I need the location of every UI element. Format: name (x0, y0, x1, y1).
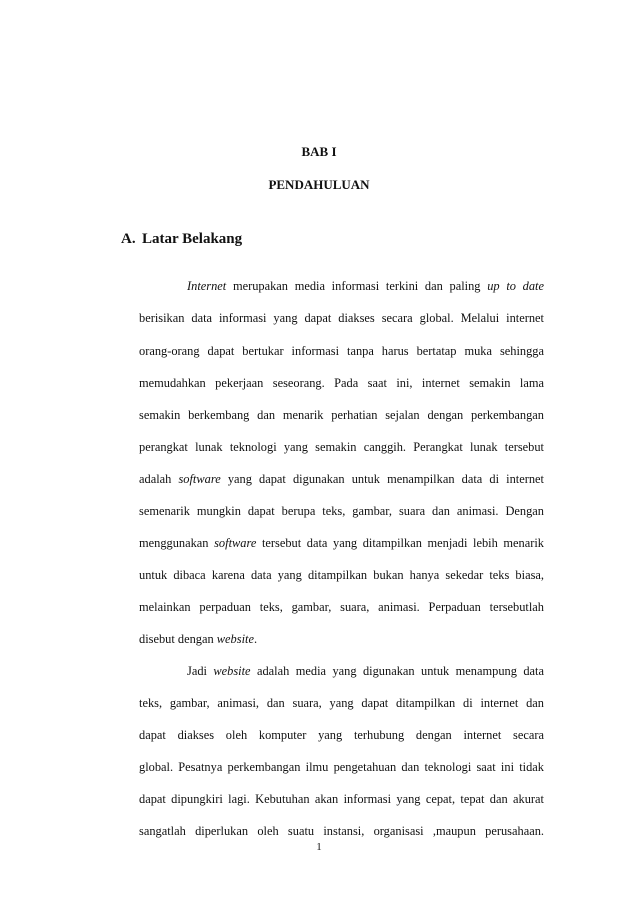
section-title: Latar Belakang (142, 231, 243, 247)
paragraph-line (139, 631, 544, 647)
text-span: tersebut data yang ditampilkan menjadi lebih menarik (256, 536, 544, 550)
section-letter: A. (121, 231, 136, 247)
chapter-number: BAB I (301, 144, 337, 159)
paragraph-line: dapat diakses oleh komputer yang terhubung dengan internet secara (139, 728, 544, 742)
italic-term: up to date (487, 279, 544, 293)
italic-term: website (213, 664, 251, 678)
italic-term: software (178, 472, 221, 486)
text-span: menggunakan (139, 536, 215, 550)
text-span: merupakan media informasi terkini dan paling (226, 279, 488, 293)
paragraph-line: semakin berkembang dan menarik perhatian sejalan dengan perkembangan (139, 408, 544, 422)
text-span: adalah (139, 472, 179, 486)
paragraph-line (139, 471, 544, 487)
paragraph-line: sangatlah diperlukan oleh suatu instansi, organisasi ,maupun perusahaan. (139, 824, 544, 838)
italic-term: website (216, 632, 254, 646)
text-span: yang dapat digunakan untuk menampilkan data di internet (220, 472, 544, 486)
text-span: Jadi (187, 664, 214, 678)
paragraph-line (139, 535, 544, 551)
italic-term: software (214, 536, 257, 550)
page-number: 1 (316, 841, 322, 853)
paragraph-line: berisikan data informasi yang dapat diakses secara global. Melalui internet (139, 311, 544, 325)
text-span: . (253, 632, 258, 646)
paragraph-line (187, 663, 544, 679)
paragraph-line: global. Pesatnya perkembangan ilmu pengetahuan dan teknologi saat ini tidak (139, 760, 544, 774)
paragraph-line: memudahkan pekerjaan seseorang. Pada saat ini, internet semakin lama (139, 376, 544, 390)
paragraph-line (187, 278, 544, 294)
paragraph-line: semenarik mungkin dapat berupa teks, gambar, suara dan animasi. Dengan (139, 504, 544, 518)
text-span: adalah media yang digunakan untuk menampung data (250, 664, 544, 678)
italic-term: Internet (187, 279, 227, 293)
paragraph-line: melainkan perpaduan teks, gambar, suara, animasi. Perpaduan tersebutlah (139, 600, 544, 614)
section-heading (121, 231, 242, 248)
paragraph-line: orang-orang dapat bertukar informasi tanpa harus bertatap muka sehingga (139, 344, 544, 358)
paragraph-line: teks, gambar, animasi, dan suara, yang dapat ditampilkan di internet dan (139, 696, 544, 710)
chapter-title: PENDAHULUAN (268, 177, 370, 192)
paragraph-line: dapat dipungkiri lagi. Kebutuhan akan informasi yang cepat, tepat dan akurat (139, 792, 544, 806)
paragraph-line: perangkat lunak teknologi yang semakin canggih. Perangkat lunak tersebut (139, 440, 544, 454)
text-span: disebut dengan (139, 632, 217, 646)
paragraph-line: untuk dibaca karena data yang ditampilkan bukan hanya sekedar teks biasa, (139, 568, 544, 582)
